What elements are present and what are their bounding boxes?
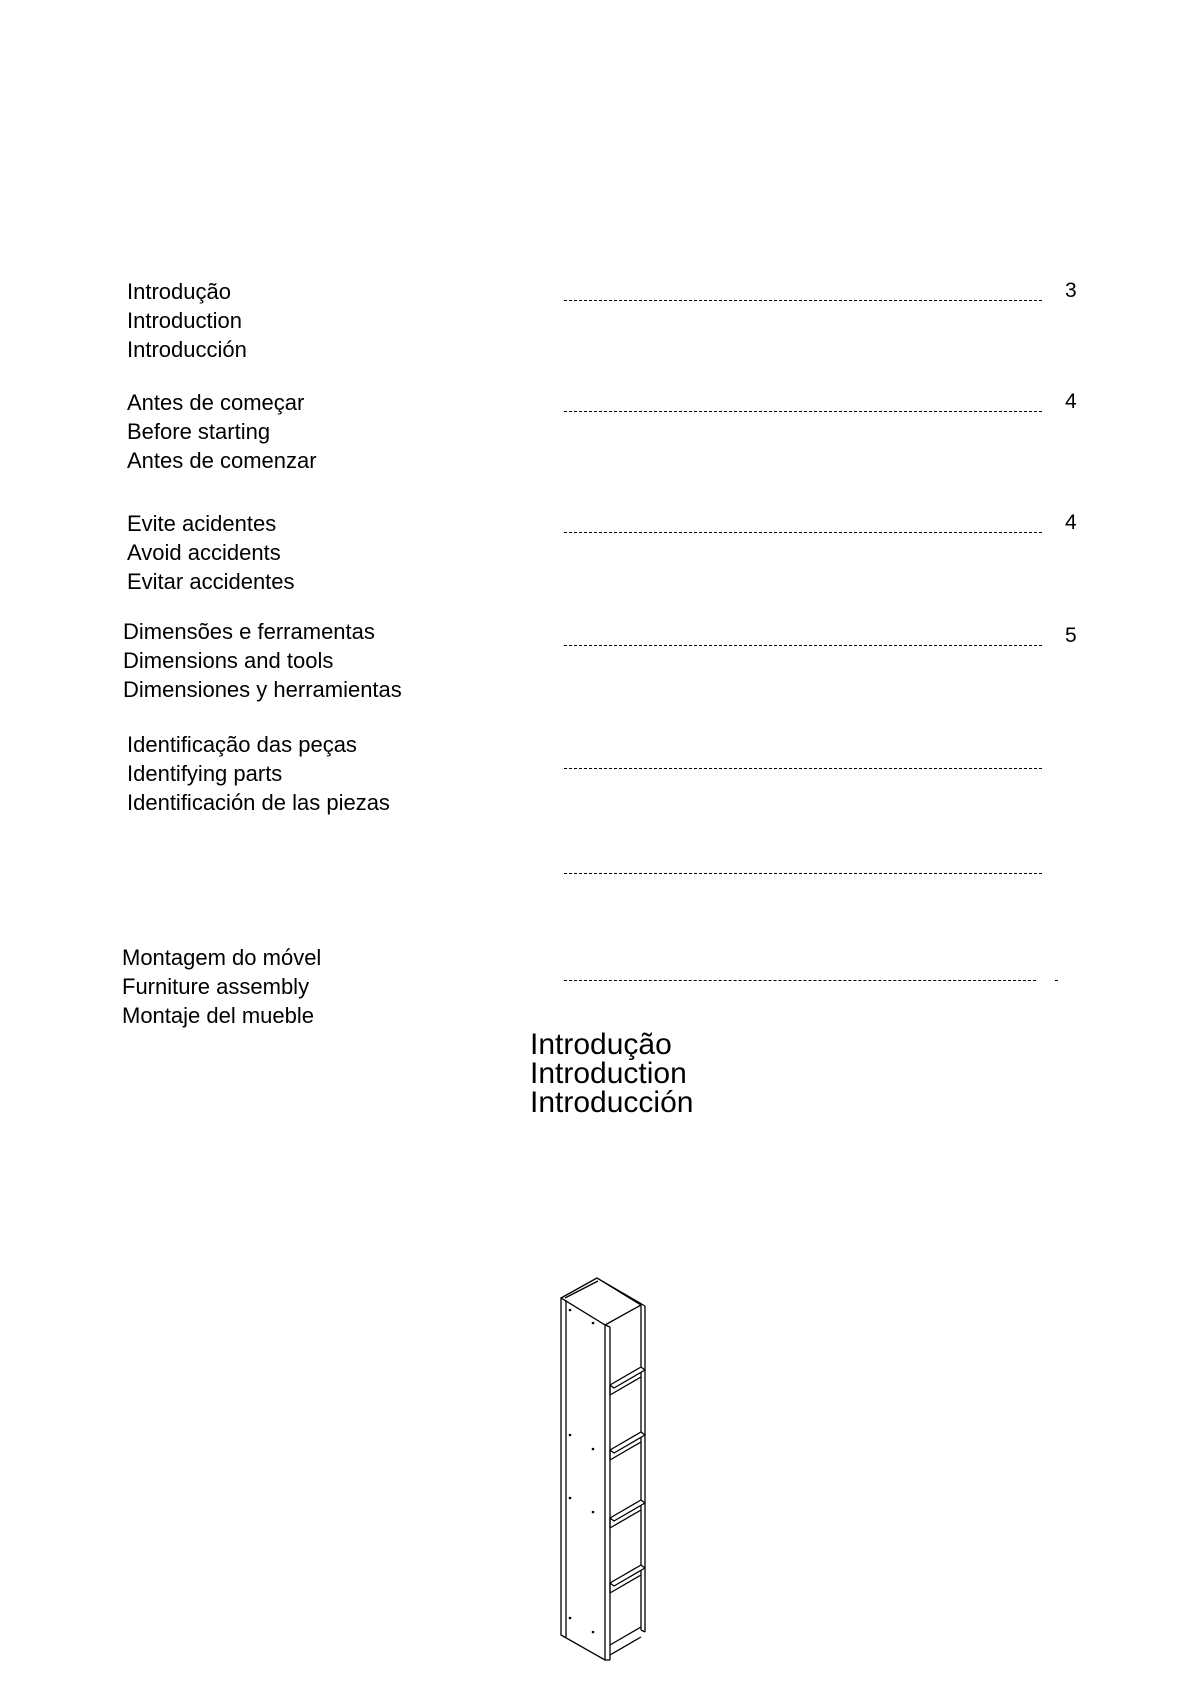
- toc-leader-dots: [564, 300, 1042, 301]
- bookcase-illustration: [555, 1272, 675, 1672]
- toc-title-es: Introducción: [127, 337, 247, 362]
- toc-title-pt: Montagem do móvel: [122, 945, 322, 970]
- toc-title-pt: Introdução: [127, 279, 231, 304]
- toc-entry-furniture-assembly: [122, 943, 321, 1030]
- toc-title-en: Before starting: [127, 419, 271, 444]
- toc-leader-dots: [564, 980, 1036, 981]
- toc-title-es: Montaje del mueble: [122, 1003, 315, 1028]
- toc-leader-dots: [564, 532, 1042, 533]
- toc-entry-introduction: [127, 277, 247, 364]
- toc-title-pt: Identificação das peças: [127, 732, 357, 757]
- intro-heading-es: Introducción: [530, 1086, 694, 1119]
- toc-entry-before-starting: [127, 388, 317, 475]
- toc-entry-identifying-parts: [127, 730, 390, 817]
- toc-title-en: Avoid accidents: [127, 540, 281, 565]
- toc-page-number: 4: [1065, 511, 1077, 534]
- toc-title-en: Dimensions and tools: [123, 648, 334, 673]
- toc-entry-avoid-accidents: [127, 509, 295, 596]
- toc-title-en: Introduction: [127, 308, 242, 333]
- intro-section-heading: [530, 1030, 693, 1117]
- intro-heading-pt: Introdução: [530, 1028, 672, 1061]
- toc-title-pt: Dimensões e ferramentas: [123, 619, 375, 644]
- toc-page-number: 4: [1065, 390, 1077, 413]
- toc-page-number: 5: [1065, 624, 1077, 647]
- leader-end-mark: [1055, 980, 1058, 981]
- toc-entry-dimensions-tools: [123, 617, 402, 704]
- toc-title-pt: Evite acidentes: [127, 511, 277, 536]
- toc-leader-dots: [564, 645, 1042, 646]
- intro-heading-en: Introduction: [530, 1057, 687, 1090]
- toc-leader-dots: [564, 768, 1042, 769]
- toc-title-en: Furniture assembly: [122, 974, 310, 999]
- toc-page-number: 3: [1065, 279, 1077, 302]
- toc-title-es: Dimensiones y herramientas: [123, 677, 402, 702]
- toc-title-es: Antes de comenzar: [127, 448, 317, 473]
- toc-leader-dots: [564, 411, 1042, 412]
- toc-title-en: Identifying parts: [127, 761, 283, 786]
- toc-title-pt: Antes de começar: [127, 390, 305, 415]
- toc-title-es: Identificación de las piezas: [127, 790, 390, 815]
- toc-title-es: Evitar accidentes: [127, 569, 295, 594]
- toc-leader-dots: [564, 873, 1042, 874]
